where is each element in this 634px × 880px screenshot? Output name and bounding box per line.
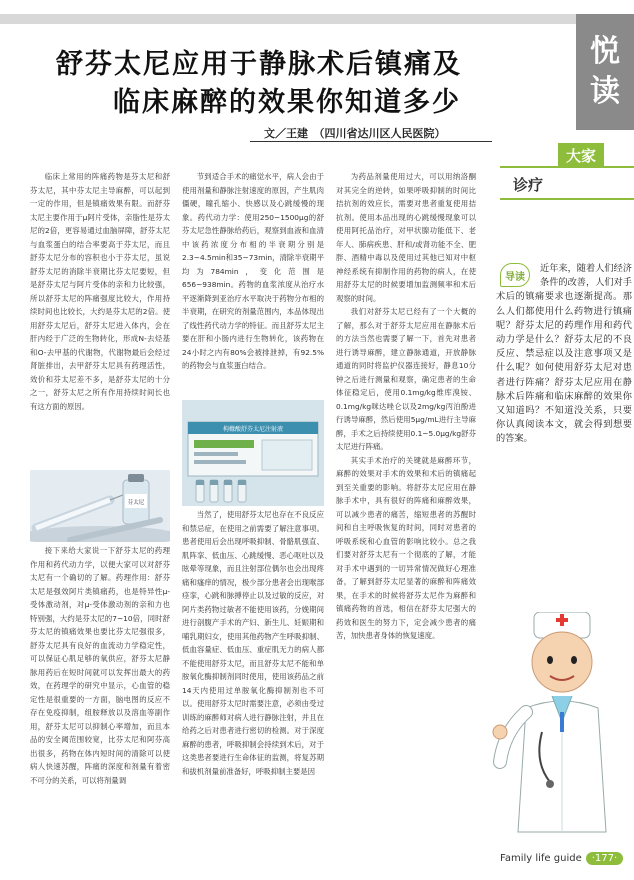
paragraph: 我们对舒芬太尼已经有了一个大概的了解，那么对于舒芬太尼应用在静脉术后的方法当然也需要了解一下，首先对患者进行诱导麻醉，建立静脉通道，开放静脉通道的同时将监护仪器连接好，静息10分钟之后进行测量和观察，确定患者的生命体征稳定后，使用0.1mg/kg维库溴铵、0.1mg/kg咪达唑仑以及2mg/kg丙泊酚进行诱导麻醉，然后使用5μg/mL进行主导麻醉，手术之后持续使用0.1~5.0μg/kg舒芬太尼进行阵痛。 <box>336 307 476 451</box>
paragraph: 接下来给大家说一下舒芬太尼的药理作用和药代动力学，以便大家可以对舒芬太尼有一个确切的了解。药理作用：舒芬太尼是强效阿片类镇痛药，也是特异性μ-受体激动剂，对μ-受体激动剂的亲和力也特别强，大约是芬太尼的7~10倍，同时舒芬太尼的镇痛效果也要比芬太尼强很多，舒芬太尼具有良好的血流动力学稳定性，可以保证心肌足够的氧供应，舒芬太尼静脉用药后在短时间就可以发挥出最大的药效，在药理学的研究中显示，心血管的稳定性是很重要的一方面，脑电图的反应不存在免疫抑制，组胺释放以及溶血等副作用，舒芬太尼可以抑制心率增加，而且本品的安全阈范围较宽，比芬太尼和阿芬高出很多，药物在体内短时间的清除可以使病人快速苏醒，阵痛的深度和剂量有着密不可分的关系，可以将剂量调 <box>30 546 170 785</box>
page-footer <box>500 852 623 865</box>
footer-label: Family life guide <box>500 853 582 864</box>
intro-box <box>496 262 632 447</box>
paragraph: 临床上常用的阵痛药物是芬太尼和舒芬太尼，其中芬太尼主导麻醉，可以起到一定的作用，但是镇痛效果有限。而舒芬太尼主要作用于μ阿片受体，亲脂性是芬太尼的2倍，更容易通过血脑屏障，舒芬太尼与血浆蛋白的结合率要高于芬太尼，而且舒芬太尼分布的容积也小于芬太尼，虽说舒芬太尼的消除半衰期比芬太尼要短，但是舒芬太尼与阿片受体的亲和力比较强，所以舒芬太尼的阵痛强度比较大，作用持续时间也比较长，大约是芬太尼的2倍。使用舒芬太尼后，舒芬太尼进入体内，会在肝内经于广泛的生物转化，形成N-去烃基和O-去甲基的代谢物，代谢物最后会经过肾脏排出，去甲舒芬太尼具有药理活性，效价和芬太尼差不多，是舒芬太尼的十分之一，舒芬太尼之所有作用持续时间长也有这方面的原因。 <box>30 172 170 411</box>
intro-text: 近年来，随着人们经济条件的改善，人们对手术后的镇痛要求也逐渐提高。那么人们都使用什么药物进行镇痛呢？舒芬太尼的药理作用和药代动力学是什么？舒芬太尼的不良反应、禁忌症以及注意事项又是什么呢？如何使用舒芬太尼对患者进行阵痛？舒芬太尼应用在静脉术后阵痛和临床麻醉的效果你又知道吗？不知道没关系，只要你认真阅读本文，就会得到想要的答案。 <box>496 263 632 445</box>
body-column-1-top <box>30 170 170 470</box>
vial-label: 芬太尼 <box>127 500 145 506</box>
byline-rule <box>250 141 492 142</box>
syringe-vial-photo <box>30 470 170 542</box>
body-column-1-bottom <box>30 544 170 844</box>
author-byline: 文／王建 （四川省达川区人民医院） <box>264 127 446 140</box>
body-column-2-top <box>182 170 324 398</box>
column-tab-char-2: 读 <box>590 74 620 109</box>
paragraph: 其实手术治疗的关键就是麻醉环节，麻醉的效果对手术的效果和术后的镇痛起到至关重要的影响。将舒芬太尼应用在静脉手术中，具有很好的阵痛和麻醉效果，可以减少患者的痛苦，缩短患者的苏醒时间和自主呼吸恢复的时间，同时对患者的呼吸系统和心血管的影响比较小。总之我们要对舒芬太尼有一个彻底的了解，才能对手术中遇到的一切异常情况做好心理准备，了解到舒芬太尼显著的麻醉和阵痛效果，在手术的时候将舒芬太尼作为麻醉和镇痛药物的首选，相信在舒芬太尼强大的药效和医生的努力下，定会减少患者的痛苦，加快患者身体的恢复速度。 <box>336 455 476 640</box>
page-number: ·177· <box>586 852 623 865</box>
doctor-illustration <box>490 612 634 840</box>
article-title-line-2: 临床麻醉的效果你知道多少 <box>113 87 461 118</box>
intro-badge: 导读 <box>500 263 530 287</box>
column-tab-char-1: 悦 <box>590 34 620 69</box>
section-tag-dajia: 大家 <box>558 143 604 168</box>
body-column-2-bottom <box>182 508 324 844</box>
box-brand: 枸橼酸舒芬太尼注射液 <box>222 426 284 433</box>
top-decor-rule <box>0 14 586 24</box>
medicine-box-photo <box>182 400 324 506</box>
section-rule-bottom <box>500 198 634 200</box>
paragraph: 节到适合手术的痛觉水平，病人会由于使用剂量和静脉注射速度的原因，产生肌肉僵硬，瞳孔缩小、快感以及心跳缓慢的现象。药代动力学：使用250~1500μg的舒芬太尼急性静脉给药后，观察到血液和血清中该药浓度分布相的半衰期分别是2.3~4.5min和35~73min，清除半衰期平均为784min，变化范围是656~938min。药物的血浆浓度从治疗水平逐渐降到亚治疗水平取决于药物分布相的半衰期，在研究的剂量范围内，本品体现出了线性药代动力学的特征。而且舒芬太尼主要在肝和小肠内进行生物转化，该药物在24小时之内有80%会被排泄掉，有92.5%的药物会与血浆蛋白结合。 <box>182 172 324 370</box>
column-tab <box>576 14 634 130</box>
section-tag-zhenliao: 诊疗 <box>513 176 544 194</box>
paragraph: 当然了，使用舒芬太尼也存在不良反应和禁忌症，在使用之前需要了解注意事项。患者使用后会出现呼吸抑制、骨骼肌强直、肌阵挛、低血压、心跳缓慢、恶心呕吐以及眩晕等现象，而且注射部位偶尔也会出现疼痛和瘙痒的情况，极少部分患者会出现喉部痉挛，心跳和脉搏停止以及过敏的反应，对阿片类药物过敏者不能使用该药，分娩期间进行剖腹产手术的产妇、新生儿、妊娠期和哺乳期妇女，使用其他药物产生呼吸抑制、低血容量症、低血压、重症肌无力的病人都不能使用舒芬太尼，而且舒芬太尼不能和单胺氧化酶抑制剂同时使用，使用该药品之前14天内使用过单胺氧化酶抑制剂也不可以。使用舒芬太尼时需要注意，必须由受过训练的麻醉师对病人进行静脉注射，并且在给药之后对患者进行密切的检测。对于深度麻醉的患者，呼吸抑制会持续到术后，对于这类患者要进行生命体征的监测，将复苏期和拔机剂量前准备好，呼吸抑制主要是因 <box>182 510 324 776</box>
article-title-line-1: 舒芬太尼应用于静脉术后镇痛及 <box>56 49 462 80</box>
paragraph: 为药品剂量使用过大，可以用纳洛酮对其完全的逆转，如果呼吸抑制的时间比拮抗剂的效应长，需要对患者重复使用拮抗剂。使用本品出现的心跳缓慢现象可以使用阿托品治疗，对甲状腺功能低下、老年人、肺病疾患、肝和/或肾功能不全、肥胖、酒精中毒以及使用过其他已知对中枢神经系统有抑制作用的药物的病人，在使用舒芬太尼的时候要增加监测频率和术后观察的时间。 <box>336 172 476 303</box>
body-column-3 <box>336 170 476 844</box>
